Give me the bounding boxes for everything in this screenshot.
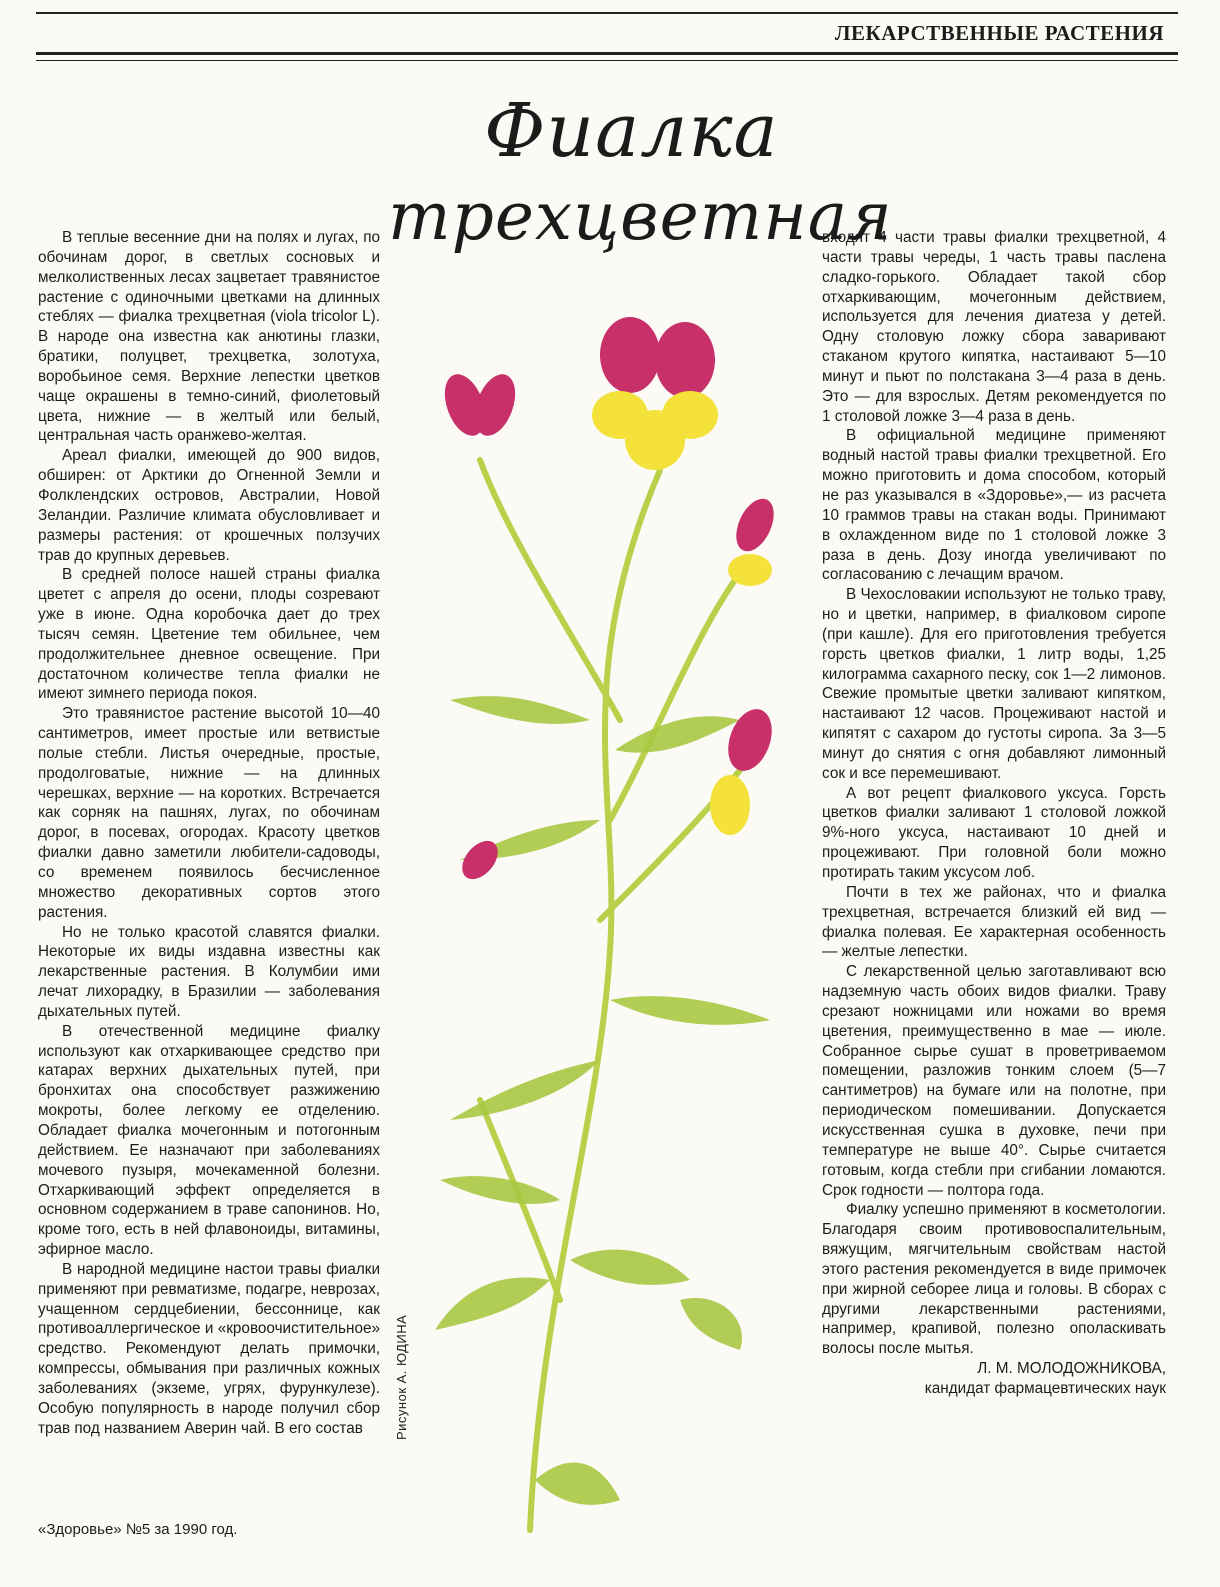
paragraph: В отечественной медицине фиалку используют как отхаркивающее средство при катарах верхних дыхательных путей, при бронхитах она способствует разжижению мокроты, более легкому ее отделению. Обладает фиалка мочегонным и потогонным действием. Ее назначают при заболеваниях мочевого пузыря, мочекаменной болезни. Отхаркивающий эффект определяется в основном содержанием в траве сапонинов. Но, кроме того, есть в ней флавоноиды, витамины, эфирное масло. [38, 1022, 380, 1259]
top-rule [36, 12, 1178, 14]
right-column [822, 228, 1166, 1399]
flower-left [437, 369, 523, 441]
header-rule [36, 52, 1178, 55]
paragraph: А вот рецепт фиалкового уксуса. Горсть цветков фиалки заливают 1 столовой ложкой 9%-ного уксуса, настаивают 10 дней и процеживают. При головной боли можно протирать таким уксусом лоб. [822, 784, 1166, 881]
illustration-credit: Рисунок А. ЮДИНА [394, 1314, 409, 1440]
paragraph: С лекарственной целью заготавливают всю надземную часть обоих видов фиалки. Траву срезают ножницами или ножами во время цветения, преимущественно в мае — июле. Собранное сырье сушат в проветриваемом помещении, разложив тонким слоем (5—7 сантиметров) на бумаге или на полотне, при периодическом помешивании. Допускается искусственная сушка в духовке, печи при температуре не выше 40°. Сырье считается готовым, когда стебли при сгибании ломаются. Срок годности — полтора года. [822, 963, 1166, 1199]
leaf [570, 1250, 690, 1285]
paragraph: В официальной медицине применяют водный настой травы фиалки трехцветной. Его можно приготовить и дома способом, который не раз указывался в «Здоровье»,— из расчета 10 граммов травы на стакан воды. Принимают в охлажденном виде по 1 столовой ложке 3 раза в день. Дозу иногда увеличивают по согласованию с лечащим врачом. [822, 427, 1166, 584]
article-title [384, 86, 893, 286]
paragraph: Фиалку успешно применяют в косметологии. Благодаря своим противовоспалительным, вяжущим, мягчительным свойствам настой этого растения рекомендуется в виде примочек при жирной себорее лица и головы. В сборах с другими лекарственными растениями, например, крапивой, полезно ополаскивать волосы после мытья. [822, 1201, 1166, 1358]
paragraph: В Чехословакии используют не только траву, но и цветки, например, в фиалковом сиропе (при кашле). Для его приготовления требуется горсть цветков фиалки, 1 литр воды, 1,25 килограмма сахарного песку, сок 1—2 лимонов. Свежие промытые цветки заливают кипятком, настаивают 12 часов. Процеживают настой и кипятят с сахаром до густоты сиропа. За 3—5 минут до снятия с огня добавляют лимонный сок и все перемешивают. [822, 586, 1166, 782]
title-line-2: трехцветная [388, 178, 893, 255]
paragraph: Но не только красотой славятся фиалки. Некоторые их виды издавна известны как лекарственные растения. В Колумбии ими лечат лихорадку, в Бразилии — заболевания дыхательных путей. [38, 923, 380, 1020]
paragraph: входят 4 части травы фиалки трехцветной, 4 части травы череды, 1 часть травы паслена сладко-горького. Обладает такой сбор отхаркивающим, мочегонным действием, используется для лечения диатеза у детей. Одну столовую ложку сбора заваривают стаканом крутого кипятка, настаивают 5—10 минут и пьют по полстакана 3—4 раза в день. Это — для взрослых. Детям рекомендуется по 1 столовой ложке 3—4 раза в день. [822, 229, 1166, 425]
left-column [38, 228, 380, 1438]
paragraph: В народной медицине настои травы фиалки применяют при ревматизме, подагре, неврозах, учащенном сердцебиении, бессоннице, как противоаллергическое и «кровоочистительное» средство. Рекомендуют делать примочки, компрессы, обмывания при различных кожных заболеваниях (экземе, угрях, фурункулезе). Особую популярность в народе получил сбор трав под названием Аверин чай. В его состав [38, 1260, 380, 1437]
paragraph: Ареал фиалки, имеющей до 900 видов, обширен: от Арктики до Огненной Земли и Фолклендских островов, Австралии, Новой Зеландии. Различие климата обусловливает и размеры растения: от крошечных ползучих трав до крупных деревьев. [38, 447, 380, 564]
author-title: кандидат фармацевтических наук [924, 1379, 1166, 1397]
leaf [450, 696, 590, 724]
flower-bud [455, 834, 505, 886]
stem-left [480, 460, 620, 720]
leaf [610, 996, 770, 1025]
section-title: ЛЕКАРСТВЕННЫЕ РАСТЕНИЯ [834, 21, 1164, 45]
leaf [435, 1277, 550, 1330]
leaf [440, 1176, 560, 1204]
paragraph: Почти в тех же районах, что и фиалка трехцветная, встречается близкий ей вид — фиалка полевая. Ее характерная особенность — желтые лепестки. [822, 883, 1166, 961]
leaf [535, 1463, 620, 1505]
paragraph: В средней полосе нашей страны фиалка цветет с апреля до осени, плоды созревают уже в июне. Одна коробочка дает до трех тысяч семян. Цветение тем обильнее, чем продолжительнее дневное освещение. При достаточном количестве тепла фиалки не имеют зимнего периода покоя. [38, 566, 380, 703]
header-rule-thin [36, 60, 1178, 61]
title-line-1: Фиалка [484, 88, 779, 174]
leaf [615, 716, 740, 752]
paragraph: Это травянистое растение высотой 10—40 сантиметров, имеет простые или ветвистые полые стебли. Листья очередные, простые, продолговатые, нижние — на длинных черешках, верхние — на коротких. Встречается как сорняк на пашнях, лугах, по обочинам дорог, в посевах, огородах. Красоту цветков фиалки давно заметили любители-садоводы, со временем появилось бесчисленное множество декоративных сортов этого растения. [38, 705, 380, 921]
pansy-illustration [420, 300, 820, 1540]
leaf [680, 1298, 742, 1350]
flower-right [728, 493, 781, 586]
paragraph: В теплые весенние дни на полях и лугах, по обочинам дорог, в светлых сосновых и мелколиственных лесах зацветает травянистое растение с одиночными цветками на длинных стеблях — фиалка трехцветная (viola tricolor L). В народе она известна как анютины глазки, братики, полуцвет, трехцветка, золотуха, воробьиное семя. Верхние лепестки цветков чаще окрашены в темно-синий, фиолетовый цвета, нижние — в желтый или белый, центральная часть оранжево-желтая. [38, 229, 380, 445]
leaf [450, 1060, 600, 1120]
issue-footer: «Здоровье» №5 за 1990 год. [38, 1521, 238, 1538]
flower-top [592, 317, 718, 470]
author-name: Л. М. МОЛОДОЖНИКОВА, [977, 1360, 1166, 1378]
